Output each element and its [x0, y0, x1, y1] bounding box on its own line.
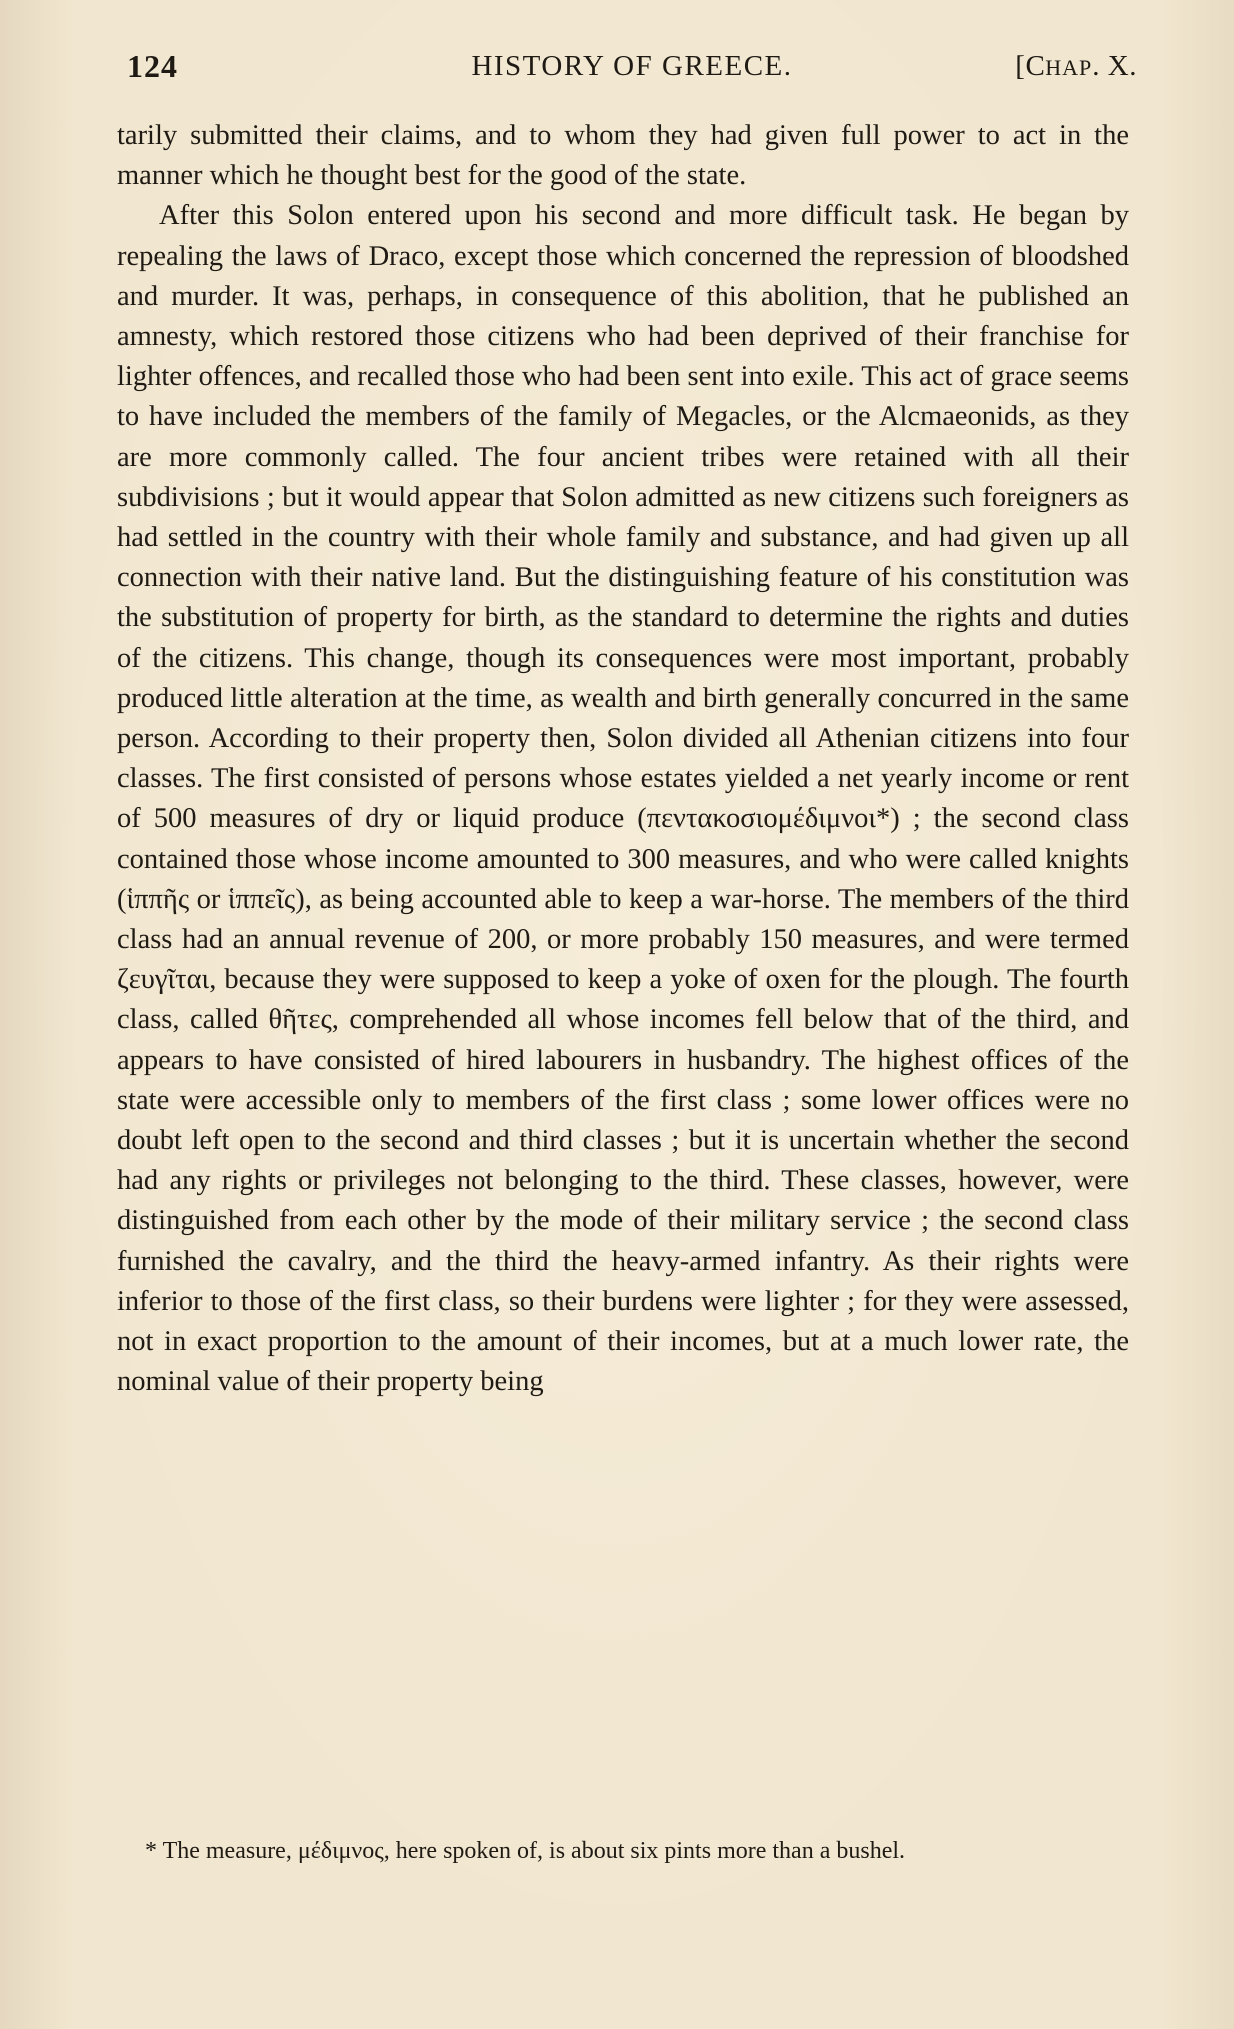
paragraph-solon-reforms: After this Solon entered upon his second and more difficult task. He began by repealing the laws of Draco, except those which concerned the repression of bloodshed and murder. It was, perhaps, in consequence of this abolition, that he published an amnesty, which restored those citizens who had been deprived of their franchise for lighter offences, and recalled those who had been sent into exile. This act of grace seems to have included the members of the family of Megacles, or the Alcmaeonids, as they are more commonly called. The four ancient tribes were retained with all their subdivisions ; but it would appear that Solon admitted as new citizens such foreigners as had settled in the country with their whole family and substance, and had given up all connection with their native land. But the distinguishing feature of his constitution was the substitution of property for birth, as the standard to determine the rights and duties of the citizens. This change, though its consequences were most important, probably produced little alteration at the time, as wealth and birth generally concurred in the same person. According to their property then, Solon divided all Athenian citizens into four classes. The first consisted of persons whose estates yielded a net yearly income or rent of 500 measures of dry or liquid produce (πεντακοσιομέδιμνοι*) ; the second class contained those whose income amounted to 300 measures, and who were called knights (ἱππῆς or ἱππεῖς), as being accounted able to keep a war-horse. The members of the third class had an annual revenue of 200, or more probably 150 measures, and were termed ζευγῖται, because they were supposed to keep a yoke of oxen for the plough. The fourth class, called θῆτες, comprehended all whose incomes fell below that of the third, and appears to have consisted of hired labourers in husbandry. The highest offices of the state were accessible only to members of the first class ; some lower offices were no doubt left open to the second and third classes ; but it is uncertain whether the second had any rights or privileges not belonging to the third. These classes, however, were distinguished from each other by the mode of their military service ; the second class furnished the cavalry, and the third the heavy-armed infantry. As their rights were inferior to those of the first class, so their burdens were lighter ; for they were assessed, not in exact proportion to the amount of their incomes, but at a much lower rate, the nominal value of their property being: [117, 200, 1129, 1398]
body-text: [117, 116, 1129, 1403]
paragraph-continued: tarily submitted their claims, and to whom they had given full power to act in the manner which he thought best for the good of the state.: [117, 120, 1129, 192]
chapter-suffix: . X.: [1092, 50, 1137, 82]
chapter-prefix: [C: [1015, 50, 1046, 82]
chapter-smallcaps: HAP: [1045, 55, 1093, 80]
footnote: * The measure, μέδιμνος, here spoken of, is about six pints more than a bushel.: [145, 1838, 906, 1864]
running-head: [127, 48, 1137, 92]
book-title: HISTORY OF GREECE.: [471, 50, 793, 82]
page-number: 124: [127, 48, 178, 84]
chapter-reference: [1015, 50, 1137, 83]
